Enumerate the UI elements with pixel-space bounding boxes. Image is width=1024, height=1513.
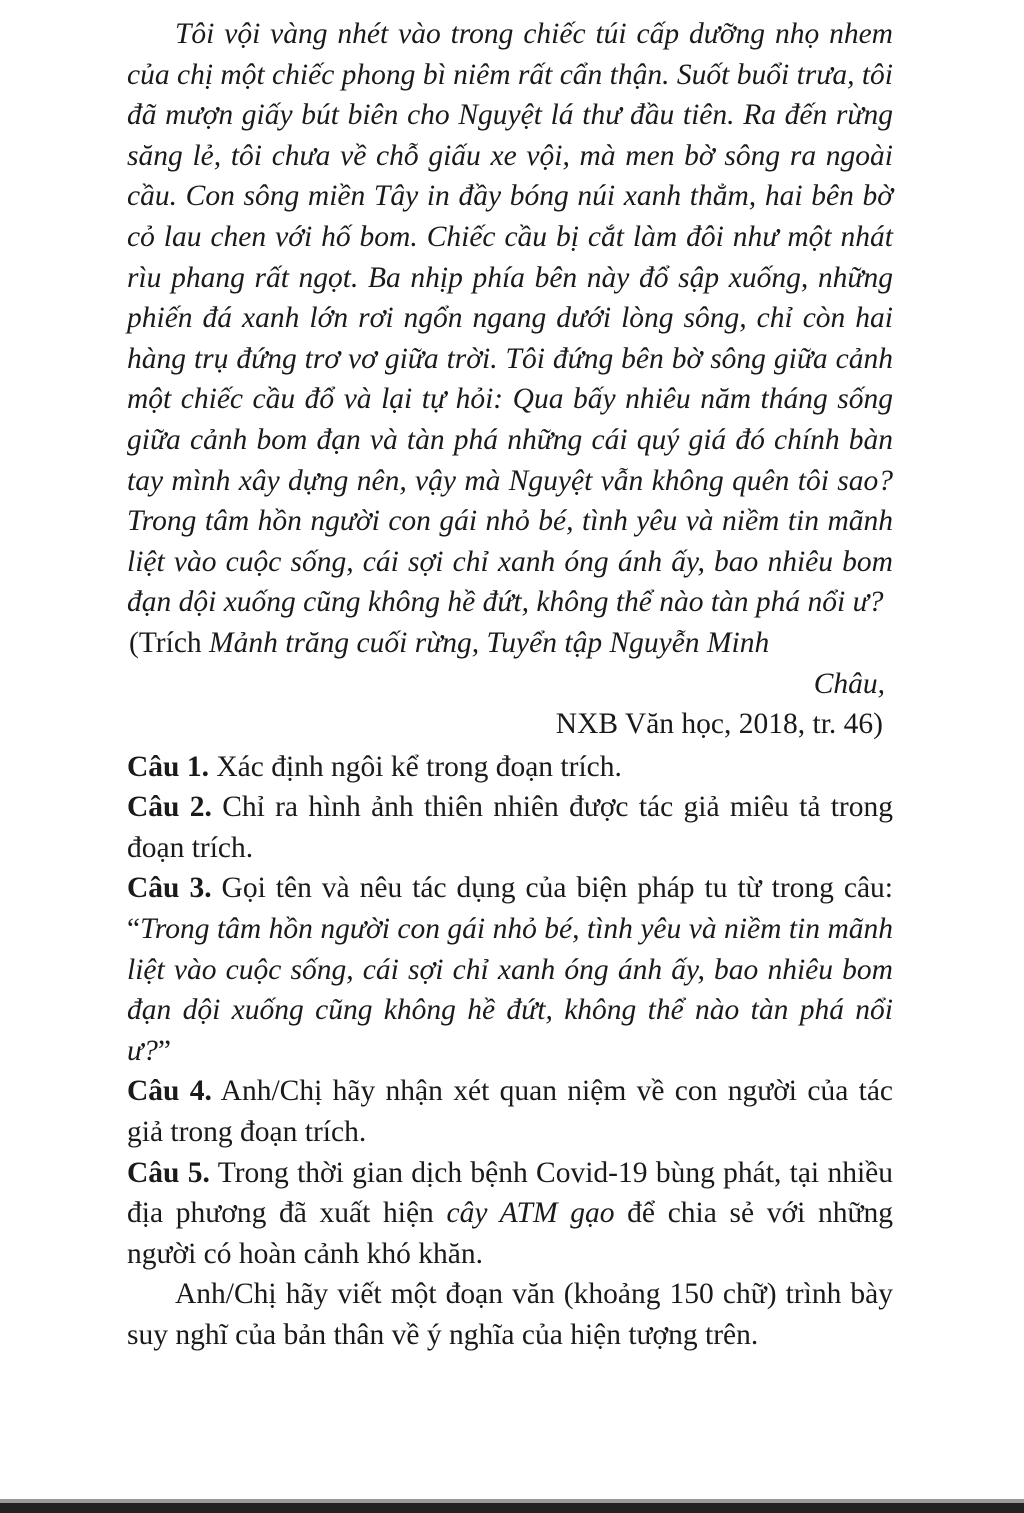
citation-line-2 — [127, 664, 893, 705]
question-1-text: Xác định ngôi kể trong đoạn trích. — [208, 750, 622, 783]
question-4 — [127, 1071, 893, 1152]
document-page — [127, 14, 893, 1356]
question-4-label: Câu 4. — [127, 1075, 212, 1108]
question-3-text: Gọi tên và nêu tác dụng của biện pháp tu từ trong câu: “ — [127, 872, 894, 946]
question-list — [127, 747, 893, 1356]
question-3-close-quote: ” — [157, 1034, 171, 1067]
citation-line-1 — [127, 623, 893, 664]
source-citation — [127, 623, 893, 745]
question-5 — [127, 1153, 893, 1275]
question-2-text: Chỉ ra hình ảnh thiên nhiên được tác giả miêu tả trong đoạn trích. — [127, 791, 893, 864]
citation-author-end: Châu, — [813, 667, 885, 700]
question-5-text-after: để chia sẻ với những người có hoàn cảnh khó khăn. — [127, 1197, 894, 1270]
question-5-task: Anh/Chị hãy viết một đoạn văn (khoảng 150 chữ) trình bày suy nghĩ của bản thân về ý nghĩa của hiện tượng trên. — [127, 1278, 893, 1351]
question-4-text: Anh/Chị hãy nhận xét quan niệm về con người của tác giả trong đoạn trích. — [127, 1075, 894, 1149]
citation-work: Mảnh trăng cuối rừng, Tuyển tập Nguyễn Minh — [209, 626, 770, 659]
question-1-label: Câu 1. — [127, 750, 209, 783]
question-1 — [127, 747, 893, 788]
question-2-label: Câu 2. — [127, 791, 212, 824]
question-3-label: Câu 3. — [127, 872, 212, 905]
question-2 — [127, 787, 893, 868]
question-5-text-before: Trong thời gian dịch bệnh Covid-19 bùng phát, tại nhiều địa phương đã xuất hiện — [127, 1156, 893, 1230]
excerpt-paragraph: Tôi vội vàng nhét vào trong chiếc túi cấp dưỡng nhọ nhem của chị một chiếc phong bì niêm rất cẩn thận. Suốt buổi trưa, tôi đã mượn giấy bút biên cho Nguyệt lá thư đầu tiên. Ra đến rừng săng lẻ, tôi chưa về chỗ giấu xe vội, mà men bờ sông ra ngoài cầu. Con sông miền Tây in đầy bóng núi xanh thẳm, hai bên bờ cỏ lau chen với hố bom. Chiếc cầu bị cắt làm đôi như một nhát rìu phang rất ngọt. Ba nhịp phía bên này đổ sập xuống, những phiến đá xanh lớn rơi ngổn ngang dưới lòng sông, chỉ còn hai hàng trụ đứng trơ vơ giữa trời. Tôi đứng bên bờ sông giữa cảnh một chiếc cầu đổ và lại tự hỏi: Qua bấy nhiêu năm tháng sống giữa cảnh bom đạn và tàn phá những cái quý giá đó chính bàn tay mình xây dựng nên, vậy mà Nguyệt vẫn không quên tôi sao? Trong tâm hồn người con gái nhỏ bé, tình yêu và niềm tin mãnh liệt vào cuộc sống, cái sợi chỉ xanh óng ánh ấy, bao nhiêu bom đạn dội xuống cũng không hề đứt, không thể nào tàn phá nổi ư? — [127, 18, 893, 619]
citation-prefix: (Trích — [129, 626, 210, 659]
citation-publisher: NXB Văn học, 2018, tr. 46) — [555, 708, 883, 741]
question-3-quote: Trong tâm hồn người con gái nhỏ bé, tình yêu và niềm tin mãnh liệt vào cuộc sống, cái sợi chỉ xanh óng ánh ấy, bao nhiêu bom đạn dội xuống cũng không hề đứt, không thể nào tàn phá nổi ư? — [127, 913, 893, 1067]
question-5-label: Câu 5. — [127, 1156, 210, 1189]
excerpt-passage — [127, 14, 893, 623]
question-3 — [127, 868, 893, 1071]
bottom-edge-bar — [0, 1503, 1024, 1513]
question-5-italic-term: cây ATM gạo — [446, 1197, 615, 1230]
